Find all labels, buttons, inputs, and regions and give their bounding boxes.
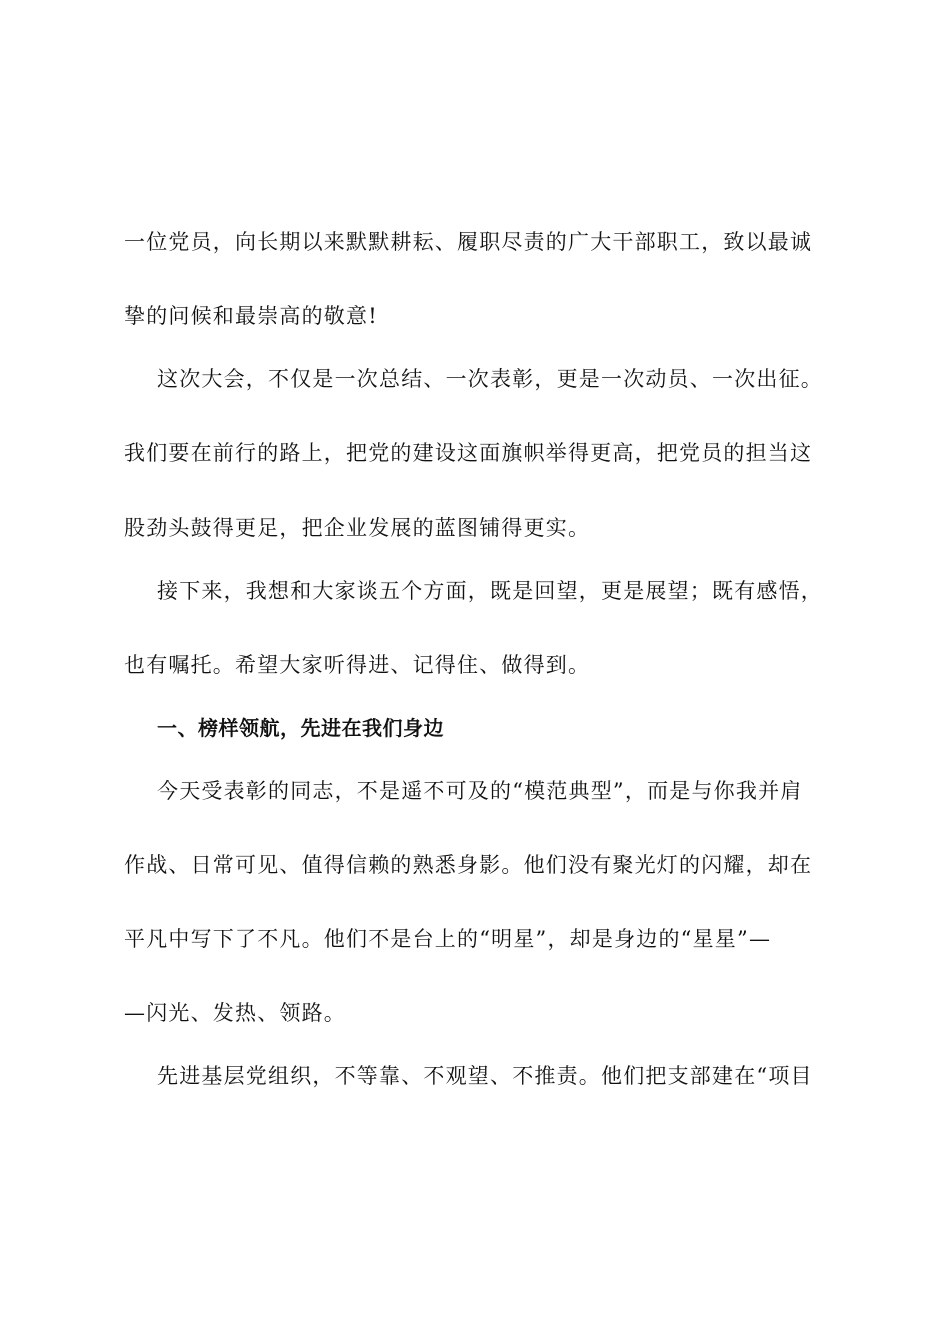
paragraph-line: 也有嘱托。希望大家听得进、记得住、做得到。	[124, 653, 591, 677]
section-heading: 一、榜样领航，先进在我们身边	[157, 716, 444, 740]
paragraph-line: 一位党员，向长期以来默默耕耘、履职尽责的广大干部职工，致以最诚	[124, 230, 813, 254]
paragraph-line: 股劲头鼓得更足，把企业发展的蓝图铺得更实。	[124, 516, 591, 540]
paragraph-line: —闪光、发热、领路。	[124, 1001, 346, 1025]
paragraph-line: 今天受表彰的同志，不是遥不可及的“模范典型”，而是与你我并肩	[157, 779, 803, 803]
paragraph-line: 我们要在前行的路上，把党的建设这面旗帜举得更高，把党员的担当这	[124, 441, 813, 465]
paragraph-line: 挚的问候和最崇高的敬意!	[124, 304, 378, 328]
paragraph-line: 先进基层党组织，不等靠、不观望、不推责。他们把支部建在“项目	[157, 1064, 813, 1088]
paragraph-line: 作战、日常可见、值得信赖的熟悉身影。他们没有聚光灯的闪耀，却在	[124, 853, 813, 877]
paragraph-line: 这次大会，不仅是一次总结、一次表彰，更是一次动员、一次出征。	[157, 367, 823, 391]
paragraph-line: 平凡中写下了不凡。他们不是台上的“明星”，却是身边的“星星”—	[124, 927, 772, 951]
paragraph-line: 接下来，我想和大家谈五个方面，既是回望，更是展望；既有感悟，	[157, 579, 823, 603]
